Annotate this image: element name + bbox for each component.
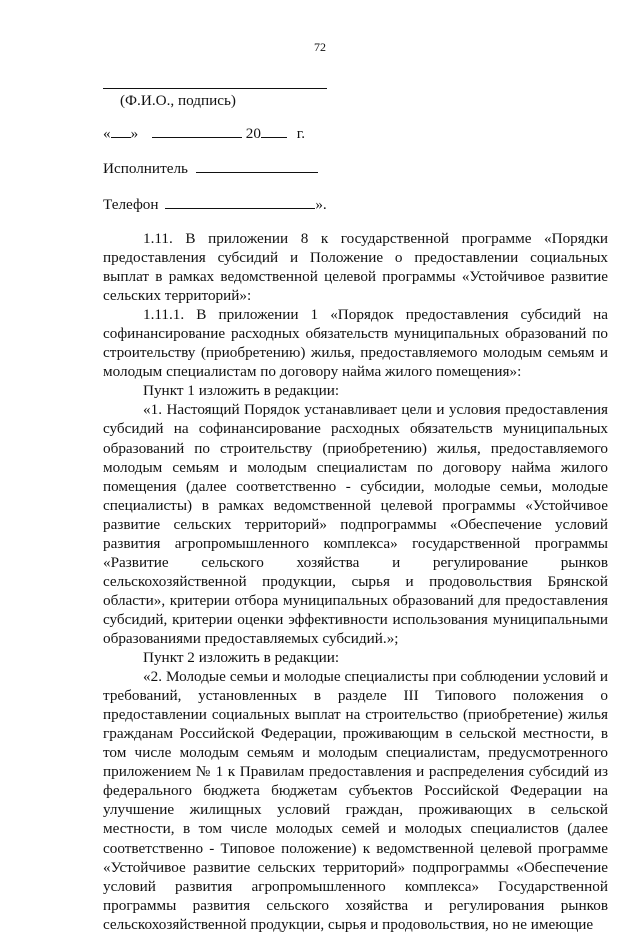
paragraph: «2. Молодые семьи и молодые специалисты при соблюдении условий и требований, установленных в разделе III Типового положения о предоставлении социальных выплат на строительство (приобретение) жилья гражданам Российской Федерации, проживающим в сельской местности, в том числе молодым семьям и молодым специалистам, предусмотренного приложением № 1 к Правилам предоставления и распределения субсидий из федерального бюджета бюджетам субъектов Российской Федерации на улучшение жилищных условий граждан, проживающих в сельской местности, в том числе молодых семей и молодых специалистов (далее соответственно - Типовое положение) к ведомственной целевой программе «Устойчивое развитие сельских территорий» подпрограммы «Обеспечение условий развития агропромышленного комплекса» Государственной программы развития сельского хозяйства и регулирования рынков сельскохозяйственной продукции, сырья и продовольствия, но не имеющие (103, 668, 608, 933)
year-prefix: 20 (245, 125, 261, 142)
date-line (103, 125, 305, 143)
date-open-quote: « (103, 125, 111, 142)
phone-end: ». (315, 196, 327, 213)
day-blank (111, 125, 131, 138)
signature-caption: (Ф.И.О., подпись) (120, 92, 236, 109)
page-number: 72 (314, 40, 326, 54)
month-blank (152, 125, 242, 138)
executor-line (103, 160, 318, 178)
signature-line (103, 88, 327, 89)
phone-label: Телефон (103, 196, 159, 213)
phone-blank (165, 196, 315, 209)
document-body (103, 229, 608, 934)
year-blank (261, 125, 287, 138)
year-suffix: г. (296, 125, 306, 142)
executor-blank (196, 160, 318, 173)
paragraph: Пункт 1 изложить в редакции: (143, 382, 340, 400)
paragraph: Пункт 2 изложить в редакции: (143, 649, 340, 667)
paragraph: «1. Настоящий Порядок устанавливает цели и условия предоставления субсидий на софинансирование расходных обязательств муниципальных образований по строительству (приобретению) жилья, предоставляемого молодым семьям и молодым специалистам по договору найма жилого помещения (далее соответственно - субсидии, молодые семьи, молодые специалисты) в рамках ведомственной целевой программы «Устойчивое развитие сельских территорий» подпрограммы «Обеспечение условий развития агропромышленного комплекса» государственной программы «Развитие сельского хозяйства и регулирование рынков сельскохозяйственной продукции, сырья и продовольствия Брянской области», критерии отбора муниципальных образований для предоставления субсидий, критерии оценки эффективности использования муниципальными образованиями предоставляемых субсидий.»; (103, 401, 608, 647)
executor-label: Исполнитель (103, 160, 188, 177)
phone-line (103, 196, 327, 214)
paragraph: 1.11.1. В приложении 1 «Порядок предоставления субсидий на софинансирование расходных обязательств муниципальных образований по строительству (приобретению) жилья, предоставляемого молодым семьям и молодым специалистам по договору найма жилого помещения»: (103, 306, 608, 381)
paragraph: 1.11. В приложении 8 к государственной программе «Порядки предоставления субсидий и Положение о предоставлении социальных выплат в рамках ведомственной целевой программы «Устойчивое развитие сельских территорий»: (103, 230, 608, 305)
date-close-quote: » (130, 125, 139, 142)
